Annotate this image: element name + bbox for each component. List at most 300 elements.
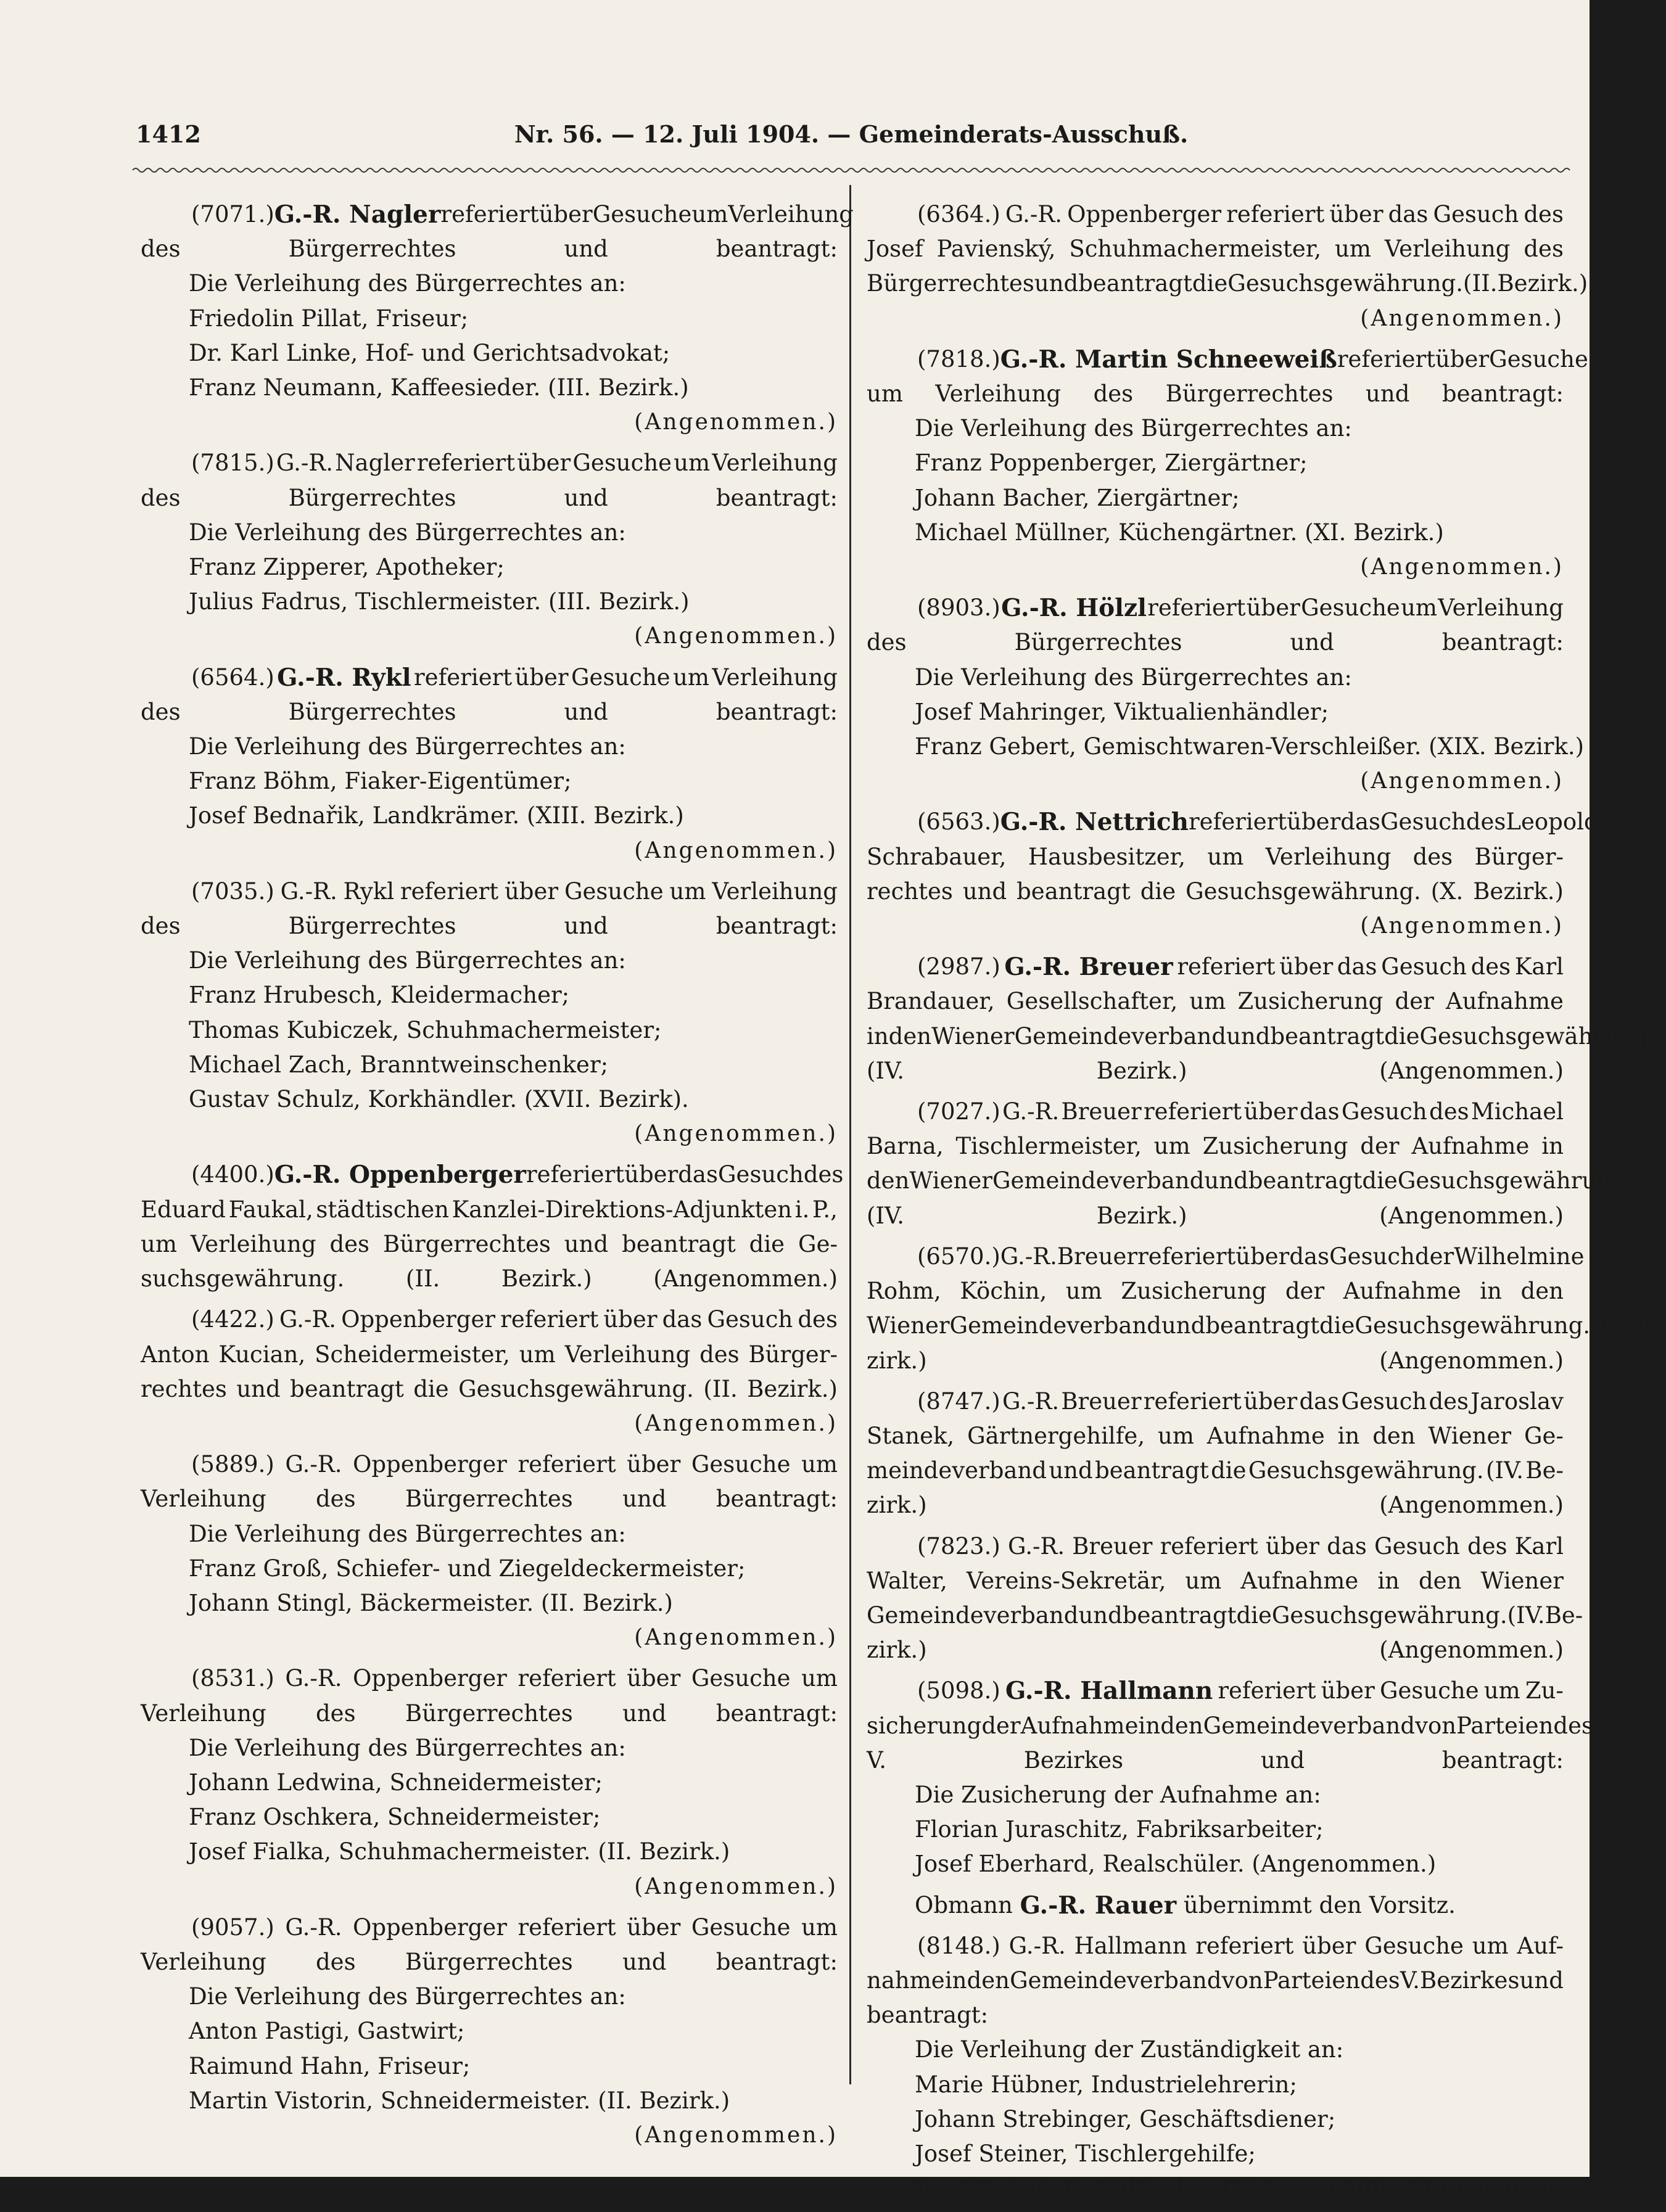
word: referiert (400, 878, 499, 905)
word: in (1337, 1422, 1360, 1449)
word: um (1335, 236, 1371, 263)
list-line (867, 1812, 1564, 1847)
word: Rohm, (867, 1278, 941, 1305)
entry-line (141, 909, 838, 944)
word: Verleihung (1265, 843, 1392, 870)
list-line (867, 2068, 1564, 2102)
word: und (564, 913, 608, 940)
word: Verleihung (141, 1700, 266, 1727)
protocol-entry (867, 1929, 1593, 2206)
word: um (673, 664, 709, 691)
word: Gesuch (1329, 1243, 1415, 1270)
word: um (1065, 1278, 1102, 1305)
word: der (1414, 1243, 1454, 1270)
word: (IV. (1507, 1601, 1545, 1629)
verdict-line (141, 405, 838, 440)
list-line (867, 1778, 1564, 1812)
word: das (1340, 808, 1380, 836)
word: über (517, 450, 571, 477)
entry-line (867, 1564, 1564, 1598)
word: über (1321, 1677, 1375, 1704)
text-segment: (Angenommen.) (634, 623, 838, 649)
word: Brandauer, (867, 988, 995, 1015)
word: und (1204, 1167, 1248, 1194)
word: in (1480, 1278, 1502, 1305)
word: Gesuchsgewährung. (1397, 1167, 1633, 1194)
verdict-line (867, 550, 1564, 585)
word: Bürgerrechtes (1014, 629, 1182, 656)
word: Oppenberger (352, 1665, 507, 1692)
word: des (141, 236, 181, 263)
word: Gesuchsgewährung. (1271, 1601, 1507, 1629)
entry-line (867, 984, 1564, 1019)
word: das (678, 1161, 718, 1188)
text-segment: Josef Bednařik, Landkrämer. (XIII. Bezirk.) (189, 802, 684, 829)
word: Gesuche (691, 1451, 791, 1478)
word: Wilhelmine (1454, 1243, 1585, 1270)
word: den (867, 1167, 910, 1194)
word: Gemeindeverband (1014, 1022, 1227, 1050)
word: Bürgerrechtes (405, 1486, 573, 1513)
word: (IV. (867, 1202, 905, 1229)
word: über (1235, 1243, 1290, 1270)
list-line (867, 2102, 1564, 2137)
word: (8531.) (191, 1665, 274, 1692)
text-segment: (Angenommen.) (634, 409, 838, 435)
word: Bürgerrechtes (867, 270, 1034, 297)
text-segment: Dr. Karl Linke, Hof- und Gerichtsadvokat; (189, 339, 670, 366)
word: beantragt (290, 1375, 404, 1402)
entry-line (867, 1633, 1564, 1667)
list-line (141, 1980, 838, 2014)
word: über (538, 201, 593, 228)
list-line (867, 2171, 1593, 2206)
word: um (1207, 843, 1244, 870)
protocol-entry (867, 1384, 1564, 1523)
text-segment: (Angenommen.) (634, 2122, 838, 2148)
word: Verleihung (190, 1230, 316, 1257)
word: Gesuch (1341, 1098, 1427, 1125)
text-segment: Thomas Kubiczek, Schuhmachermeister; (189, 1016, 662, 1043)
word: Bürgerrechtes (288, 913, 456, 940)
word: Gesuche (691, 1914, 791, 1941)
word: Verleihung (141, 1486, 266, 1513)
word: (8747.) (917, 1388, 1000, 1415)
verdict-line (141, 1407, 838, 1441)
list-line (141, 2049, 838, 2084)
word: des (141, 484, 181, 511)
list-line (141, 585, 838, 619)
text-segment: Friedolin Pillat, Friseur; (189, 305, 469, 332)
text-segment: Franz Oschkera, Schneidermeister; (189, 1804, 601, 1831)
word: Verleihung (564, 1341, 691, 1368)
word: das (1388, 201, 1429, 228)
list-line (141, 371, 838, 405)
word: (7823.) (917, 1532, 1000, 1560)
word: Bezirk.) (1096, 1202, 1187, 1229)
word: (4422.) (191, 1306, 274, 1333)
word: referiert (1226, 201, 1325, 228)
word: Aufnahme (1206, 1422, 1325, 1449)
word: Gemeindeverband (949, 1312, 1161, 1339)
word: um (1185, 1567, 1222, 1594)
list-line (867, 1888, 1564, 1923)
word: den (888, 1022, 932, 1050)
word: Gesuchsgewährung. (458, 1375, 694, 1402)
word: zirk.) (867, 1492, 927, 1519)
councillor-name: G.-R. Hallmann (1005, 1677, 1213, 1706)
word: beantragt: (715, 484, 838, 511)
text-segment: Franz Hrubesch, Kleidermacher; (189, 982, 570, 1009)
list-line (141, 1082, 838, 1117)
word: Breuer (1057, 1243, 1138, 1270)
word: Bezirkes (1420, 1967, 1520, 1994)
column-divider (849, 185, 851, 2084)
entry-first-line (141, 1302, 838, 1337)
word: Gesuche (691, 1665, 791, 1692)
word: und (1519, 1967, 1564, 1994)
word: Verleihung (1438, 594, 1564, 622)
word: G.-R. (285, 1451, 342, 1478)
councillor-name: G.-R. Martin Schneeweiß (1000, 345, 1337, 374)
word: die (1236, 1601, 1272, 1629)
word: Gesuche (572, 450, 672, 477)
word: die (1192, 270, 1228, 297)
verdict-line (141, 1870, 838, 1904)
entry-line (867, 1743, 1564, 1778)
entry-line (867, 840, 1564, 874)
word: nahme (867, 1967, 945, 1994)
word: Karl (1514, 953, 1564, 981)
word: referiert (500, 1306, 599, 1333)
list-line (141, 550, 838, 585)
word: beantragt: (1441, 629, 1564, 656)
entry-line (141, 1227, 838, 1262)
list-line (867, 695, 1564, 730)
word: Bürger- (748, 1341, 838, 1368)
entry-line (867, 1309, 1666, 1343)
entry-first-line (141, 1910, 838, 1945)
word: und (622, 1700, 667, 1727)
word: Gesuche (564, 878, 664, 905)
word: des (329, 1230, 370, 1257)
word: um (1153, 1133, 1190, 1160)
word: über (1287, 808, 1341, 836)
word: rechtes (867, 878, 953, 905)
word: Eduard (141, 1196, 226, 1223)
list-line (141, 1731, 838, 1766)
text-segment: Michael Zach, Branntweinschenker; (189, 1051, 609, 1078)
entry-line (867, 1598, 1583, 1633)
word: Köchin, (960, 1278, 1047, 1305)
word: G.-R. (1002, 1098, 1060, 1125)
word: referiert (1144, 1098, 1242, 1125)
word: Gesuch (1380, 808, 1466, 836)
list-line (141, 1835, 838, 1869)
word: Oppenberger (341, 1306, 496, 1333)
word: Bezirk.) (747, 1375, 838, 1402)
word: um (1157, 1422, 1194, 1449)
word: Jaroslav (1470, 1388, 1564, 1415)
word: Verleihung (935, 380, 1062, 408)
word: des (316, 1948, 356, 1975)
word: des (1412, 843, 1453, 870)
word: und (622, 1948, 667, 1975)
entry-line (867, 874, 1564, 909)
word: das (1327, 1532, 1367, 1560)
word: beantragt (1017, 878, 1131, 905)
text-segment: Franz Gebert, Gemischtwaren-Verschleißer. (XIX. Bezirk.) (915, 733, 1585, 760)
list-line (141, 1048, 838, 1082)
word: Bürgerrechtes (382, 1230, 551, 1257)
protocol-entry (867, 1240, 1666, 1378)
word: (6563.) (917, 808, 1000, 836)
word: beantragt: (715, 698, 838, 725)
word: suchsgewährung. (141, 1265, 345, 1293)
right-column (867, 197, 1666, 2212)
word: über (504, 878, 559, 905)
word: referiert (414, 664, 513, 691)
text-segment: Franz Groß, Schiefer- und Ziegeldeckermeister; (189, 1555, 746, 1582)
word: Bürgerrechtes (405, 1700, 573, 1727)
councillor-name: G.-R. Nettrich (1000, 808, 1189, 837)
word: Gesuch (1374, 1532, 1460, 1560)
word: und (1290, 629, 1334, 656)
word: Gesuchsgewährung. (1186, 878, 1421, 905)
word: Gesuche (592, 201, 692, 228)
word: und (564, 698, 608, 725)
word: Josef (867, 236, 923, 263)
word: den (1160, 1712, 1203, 1739)
entry-line (867, 1054, 1564, 1088)
word: beantragt: (715, 236, 838, 263)
text-segment: (Angenommen.) (1360, 305, 1564, 331)
entry-line (141, 1482, 838, 1516)
word: Wiener (909, 1167, 992, 1194)
word: und (564, 484, 608, 511)
text-segment: Michael Müllner, Küchengärtner. (XI. Bezirk.) (915, 519, 1444, 546)
entry-line (141, 1338, 838, 1372)
protocol-entry (141, 1302, 838, 1441)
list-line (867, 481, 1564, 516)
text-segment: Obmann (915, 1891, 1020, 1918)
word: G.-R. (279, 1306, 337, 1333)
word: (Angenommen.) (653, 1265, 838, 1293)
text-segment: (Angenommen.) (1360, 913, 1564, 939)
list-line (867, 660, 1564, 695)
word: Schrabauer, (867, 843, 1007, 870)
word: um (674, 450, 711, 477)
page-header (133, 120, 1570, 157)
word: des (1524, 201, 1564, 228)
word: über (1279, 953, 1334, 981)
word: Verleihung (728, 201, 854, 228)
list-line (141, 266, 838, 301)
word: Gemeindeverband (867, 1601, 1079, 1629)
word: Aufnahme (1020, 1712, 1139, 1739)
word: das (1299, 1098, 1340, 1125)
word: Gemeindeverband (1203, 1712, 1416, 1739)
word: das (1337, 953, 1377, 981)
entry-line (867, 266, 1588, 301)
word: des (1470, 953, 1511, 981)
entry-line (867, 1274, 1564, 1309)
list-line (141, 730, 838, 764)
entry-line (867, 1488, 1564, 1523)
word: Hallmann (1074, 1932, 1187, 1959)
text-segment: Die Verleihung des Bürgerrechtes an: (189, 947, 626, 974)
protocol-entry (867, 1095, 1633, 1233)
entry-line (867, 1344, 1564, 1378)
word: um (691, 201, 728, 228)
text-segment: (Angenommen.) (634, 1625, 838, 1651)
protocol-entry (141, 197, 854, 440)
word: und (1078, 1601, 1123, 1629)
list-line (867, 516, 1564, 550)
word: um (669, 878, 706, 905)
text-segment: (Angenommen.) (1360, 554, 1564, 580)
word: des (1429, 1388, 1469, 1415)
word: über (627, 1451, 681, 1478)
word: Be- (1628, 1312, 1666, 1339)
protocol-entry (867, 591, 1585, 799)
left-column (141, 197, 854, 2159)
text-segment: Josef Steiner, Tischlergehilfe; (915, 2140, 1256, 2167)
word: Wiener (1428, 1422, 1512, 1449)
entry-line (141, 232, 838, 266)
protocol-entry (867, 805, 1599, 944)
word: des (699, 1341, 740, 1368)
word: P., (812, 1196, 838, 1223)
text-segment: Josef Fialka, Schuhmachermeister. (II. Bezirk.) (189, 1838, 730, 1865)
word: (7027.) (917, 1098, 1000, 1125)
list-line (141, 302, 838, 336)
text-segment: Anton Pastigi, Gastwirt; (189, 2018, 465, 2045)
word: städtischen (316, 1196, 449, 1223)
text-segment: Franz Poppenberger, Ziergärtner; (915, 450, 1308, 477)
word: referiert (518, 1451, 616, 1478)
word: referiert (1147, 594, 1246, 622)
word: Bürgerrechtes (1165, 380, 1334, 408)
list-line (141, 799, 838, 833)
word: über (1243, 1098, 1298, 1125)
word: Stanek, (867, 1422, 955, 1449)
word: Bezirk.) (1497, 270, 1588, 297)
list-line (867, 2137, 1564, 2171)
list-line (141, 516, 838, 550)
entry-line (141, 1945, 838, 1980)
text-segment: Die Verleihung des Bürgerrechtes an: (915, 664, 1352, 691)
word: des (1093, 380, 1134, 408)
entry-first-line (141, 1447, 838, 1482)
word: über (514, 664, 569, 691)
word: des (1466, 808, 1506, 836)
word: (IV. (867, 1057, 905, 1084)
wavy-rule (133, 165, 1570, 175)
word: um (801, 1451, 838, 1478)
list-line (867, 446, 1564, 480)
word: den (1419, 1567, 1462, 1594)
word: beantragt: (715, 1700, 838, 1727)
protocol-entry (141, 660, 838, 868)
councillor-name: G.-R. Rykl (277, 663, 411, 692)
list-line (141, 1586, 838, 1621)
word: über (627, 1665, 681, 1692)
word: (Angenommen.) (1379, 1492, 1564, 1519)
word: des (1553, 1712, 1593, 1739)
word: referiert (1160, 1532, 1258, 1560)
text-segment: Die Verleihung des Bürgerrechtes an: (189, 1734, 626, 1761)
word: über (1302, 1932, 1356, 1959)
protocol-entry (867, 950, 1656, 1088)
word: (Angenommen.) (1379, 1057, 1564, 1084)
word: in (1377, 1567, 1400, 1594)
word: referiert (1218, 1677, 1316, 1704)
text-segment: Franz Zipperer, Apotheker; (189, 554, 505, 581)
word: in (944, 1967, 967, 1994)
word: und (1034, 270, 1079, 297)
text-segment: (Angenommen.) (634, 1121, 838, 1147)
word: Michael (1470, 1098, 1564, 1125)
word: um (1472, 1932, 1509, 1959)
word: beantragt (1248, 1167, 1363, 1194)
word: Be- (1525, 1457, 1564, 1484)
page-number: 1412 (136, 120, 201, 148)
protocol-entry (141, 874, 838, 1152)
text-segment: Josef Mahringer, Viktualienhändler; (915, 698, 1329, 725)
list-line (141, 1552, 838, 1586)
word: um (141, 1230, 177, 1257)
word: Be- (1544, 1601, 1583, 1629)
word: beantragt (1205, 1312, 1319, 1339)
word: Gesuch (707, 1306, 793, 1333)
word: V. (867, 1746, 887, 1774)
word: Ge- (1524, 1422, 1564, 1449)
word: (6364.) (917, 201, 1000, 228)
word: die (1362, 1167, 1398, 1194)
entry-first-line (141, 446, 838, 480)
word: (6570.) (917, 1243, 1000, 1270)
word: Verleihung (1384, 236, 1511, 263)
word: Oppenberger (352, 1914, 507, 1941)
word: Zusicherung (1202, 1133, 1348, 1160)
word: um (519, 1341, 556, 1368)
word: Gesellschafter, (1006, 988, 1178, 1015)
word: G.-R. (276, 450, 334, 477)
entry-first-line (867, 197, 1564, 232)
protocol-entry (867, 1529, 1583, 1668)
word: und (564, 1230, 609, 1257)
word: referiert (1137, 1243, 1236, 1270)
entry-line (141, 481, 838, 516)
text-segment: Marie Hübner, Industrielehrerin; (915, 2071, 1297, 2098)
list-line (141, 1013, 838, 1048)
word: in (867, 1022, 889, 1050)
word: Barna, (867, 1133, 944, 1160)
entry-first-line (141, 1661, 838, 1696)
word: G.-R. (285, 1665, 342, 1692)
word: des (141, 913, 181, 940)
text-segment: Johann Bacher, Ziergärtner; (915, 484, 1240, 511)
word: Bezirk.) (1473, 878, 1564, 905)
entry-line (867, 1129, 1564, 1164)
word: Gesuch (1341, 1388, 1427, 1415)
list-line (867, 1847, 1564, 1881)
text-segment: Franz Neumann, Kaffeesieder. (III. Bezirk.) (189, 374, 689, 401)
word: des (798, 1306, 838, 1333)
word: Schuhmachermeister, (1069, 236, 1322, 263)
word: (8148.) (917, 1932, 1000, 1959)
